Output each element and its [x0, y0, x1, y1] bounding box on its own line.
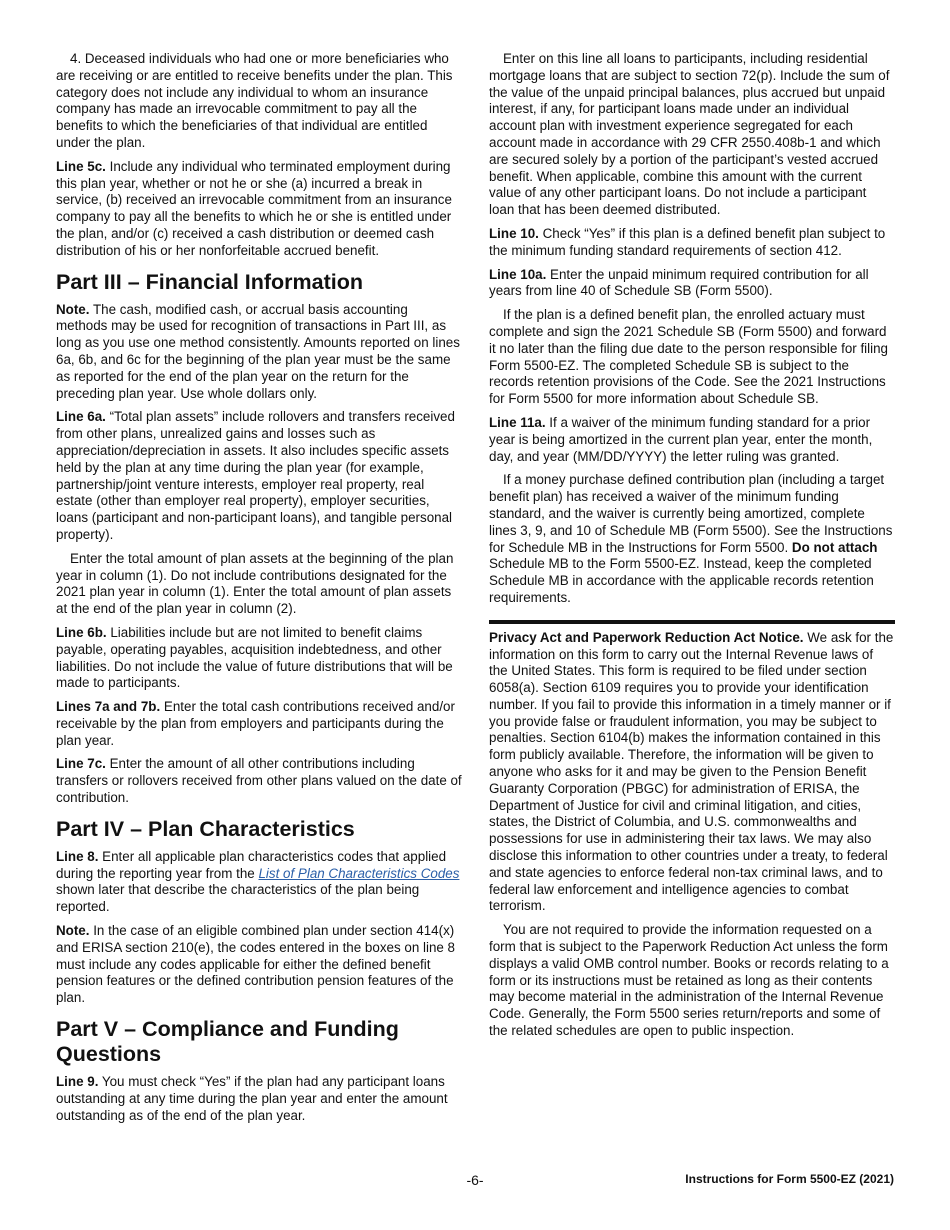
line-10a-paragraph [489, 267, 895, 301]
section-divider [489, 620, 895, 624]
right-column [489, 51, 895, 1047]
line-7c-label: Line 7c. [56, 756, 106, 772]
money-purchase-paragraph [489, 472, 895, 606]
line-10-paragraph [489, 226, 895, 260]
part-3-heading: Part III – Financial Information [56, 269, 364, 294]
line-6a-text: “Total plan assets” include rollovers and transfers received from other plans, unrealized gains and losses such as appreciation/depreciation in assets. It also includes specific assets held by the plan at any time during the plan year (for example, partnership/joint venture interests, employer real property, real estate (other than employer real property), employer securities, loans (participant and non-participant loans), and tangible personal property). [56, 409, 455, 542]
note-text: In the case of an eligible combined plan under section 414(x) and ERISA section 210(e), the codes entered in the boxes on line 8 must include any codes applicable for either the defined benefit pension features or the defined contribution pension features of the plan. [56, 923, 456, 1006]
line-8-text-b: shown later that describe the characteristics of the plan being reported. [56, 882, 420, 915]
lines-7a-7b-paragraph [56, 699, 462, 749]
line-11a-paragraph [489, 415, 895, 465]
line-10a-text: Enter the unpaid minimum required contribution for all years from line 40 of Schedule SB (Form 5500). [489, 266, 869, 299]
line-9-label: Line 9. [56, 1074, 99, 1090]
money-purchase-text-a: If a money purchase defined contribution plan (including a target benefit plan) has received a waiver of the minimum funding standard, and the waiver is currently being amortized, complete lines 3, 9, and 10 of Schedule MB (Form 5500). See the Instructions for Schedule MB in the Instructions for Form 5500. [489, 472, 893, 555]
note-label: Note. [56, 301, 90, 317]
privacy-notice-label: Privacy Act and Paperwork Reduction Act Notice. [489, 629, 804, 645]
line-7c-text: Enter the amount of all other contributions including transfers or rollovers received from other plans valued on the date of contribution. [56, 756, 462, 806]
line-11a-text: If a waiver of the minimum funding standard for a prior year is being amortized in the current plan year, enter the month, day, and year (MM/DD/YYYY) the letter ruling was granted. [489, 414, 873, 464]
total-assets-paragraph: Enter the total amount of plan assets at the beginning of the plan year in column (1). Do not include contributions designated for the 2021 plan year in column (1). Enter the total amount of plan assets at the end of the plan year in column (2). [56, 550, 454, 617]
participant-loans-paragraph: Enter on this line all loans to participants, including residential mortgage loans that are subject to section 72(p). Include the sum of the value of the unpaid principal balances, plus accrued but unpaid interest, if any, for participant loans made under an individual account plan with investment experience segregated for each account made in accordance with 29 CFR 2550.408b-1 and which are secured solely by a portion of the participant’s vested accrued benefit. When applicable, combine this amount with the current value of any other participant loans. Do not include a participant loan that has been deemed distributed. [489, 51, 890, 218]
line-9-text: You must check “Yes” if the plan had any participant loans outstanding at any time during the plan year and enter the amount outstanding as of the end of the plan year. [56, 1074, 448, 1123]
line-5c-text: Include any individual who terminated employment during this plan year, whether or not he or she (a) incurred a break in service, (b) received an irrevocable commitment from an insurance company to pay all the benefits to which he or she is entitled under the plan, and/or (c) received a cash distribution or deemed cash distribution of his or her nonforfeitable accrued benefit. [56, 158, 452, 258]
omb-control-paragraph: You are not required to provide the information requested on a form that is subject to the Paperwork Reduction Act unless the form displays a valid OMB control number. Books or records relating to a form or its instructions must be retained as long as their contents may become material in the administration of the Internal Revenue Code. Generally, the Form 5500 series return/reports and some of the related schedules are open to public inspection. [489, 922, 889, 1039]
line-10-text: Check “Yes” if this plan is a defined benefit plan subject to the minimum funding standard requirements of section 412. [489, 225, 886, 258]
money-purchase-text-b: Schedule MB to the Form 5500-EZ. Instead, keep the completed Schedule MB in accordance with the applicable records retention requirements. [489, 556, 874, 605]
lines-7a-7b-text: Enter the total cash contributions received and/or receivable by the plan from employers and participants during the plan year. [56, 699, 455, 748]
privacy-notice-text: We ask for the information on this form to carry out the Internal Revenue laws of the United States. This form is required to be filed under section 6058(a). Section 6109 requires you to provide your identification number. If you fail to provide this information in a timely manner or if you provide false or fraudulent information, you may be subject to penalties. Section 6104(b) makes the information contained in this form publicly available. Therefore, the information will be given to anyone who asks for it and may be given to the Pension Benefit Guaranty Corporation (PBGC) for administration of ERISA, the Department of Justice for civil and criminal litigation, and cities, states, the District of Columbia, and U.S. commonwealths and possessions for use in administering their tax laws. We may also disclose this information to other countries under a treaty, to federal and state agencies to enforce federal non-tax criminal laws, and to federal law enforcement and intelligence agencies to combat terrorism. [489, 629, 894, 914]
lines-7a-7b-label: Lines 7a and 7b. [56, 699, 161, 715]
line-6a-paragraph [56, 409, 462, 543]
line-6a-label: Line 6a. [56, 409, 106, 425]
part-4-heading: Part IV – Plan Characteristics [56, 816, 355, 841]
note-financial-paragraph [56, 302, 462, 403]
line-6b-text: Liabilities include but are not limited to benefit claims payable, operating payables, acquisition indebtedness, and other liabilities. Do not include the value of future distributions that will be made to participants. [56, 624, 453, 691]
left-column [56, 51, 462, 1131]
note-combined-plan-paragraph [56, 923, 462, 1007]
line-6b-label: Line 6b. [56, 624, 107, 640]
line-5c-paragraph [56, 159, 462, 260]
note-label: Note. [56, 923, 90, 939]
do-not-attach-label: Do not attach [791, 539, 878, 555]
line-10-label: Line 10. [489, 225, 539, 241]
line-8-paragraph [56, 849, 462, 916]
part-5-heading: Part V – Compliance and Funding Questions [56, 1017, 399, 1067]
line-8-text-a: Enter all applicable plan characteristics codes that applied during the reporting year from the [56, 848, 447, 881]
line-9-paragraph [56, 1074, 462, 1124]
line-6b-paragraph [56, 625, 462, 692]
plan-characteristics-codes-link[interactable]: List of Plan Characteristics Codes [258, 865, 460, 881]
line-11a-label: Line 11a. [489, 414, 546, 430]
page-number: -6- [466, 1172, 484, 1188]
note-text: The cash, modified cash, or accrual basis accounting methods may be used for recognition of transactions in Part III, as long as you use one method consistently. Amounts reported on lines 6a, 6b, and 6c for the beginning of the plan year must be the same as reported for the end of the plan year on the return for the preceding plan year. Use whole dollars only. [56, 301, 460, 401]
line-8-label: Line 8. [56, 848, 99, 864]
privacy-notice-paragraph [489, 630, 895, 916]
line-7c-paragraph [56, 756, 462, 806]
line-5c-label: Line 5c. [56, 158, 106, 174]
item-4-paragraph: 4. Deceased individuals who had one or more beneficiaries who are receiving or are entitled to receive benefits under the plan. This category does not include any individual to whom an insurance company has made an irrevocable commitment to pay all the benefits to which the beneficiaries of that individual are entitled under the plan. [56, 51, 453, 150]
footer-doc-title: Instructions for Form 5500-EZ (2021) [685, 1172, 894, 1186]
defined-benefit-paragraph: If the plan is a defined benefit plan, the enrolled actuary must complete and sign the 2021 Schedule SB (Form 5500) and forward it no later than the filing due date to the person responsible for filing Form 5500-EZ. The completed Schedule SB is subject to the records retention provisions of the Code. See the 2021 Instructions for Form 5500 for more information about Schedule SB. [489, 307, 888, 407]
line-10a-label: Line 10a. [489, 266, 547, 282]
